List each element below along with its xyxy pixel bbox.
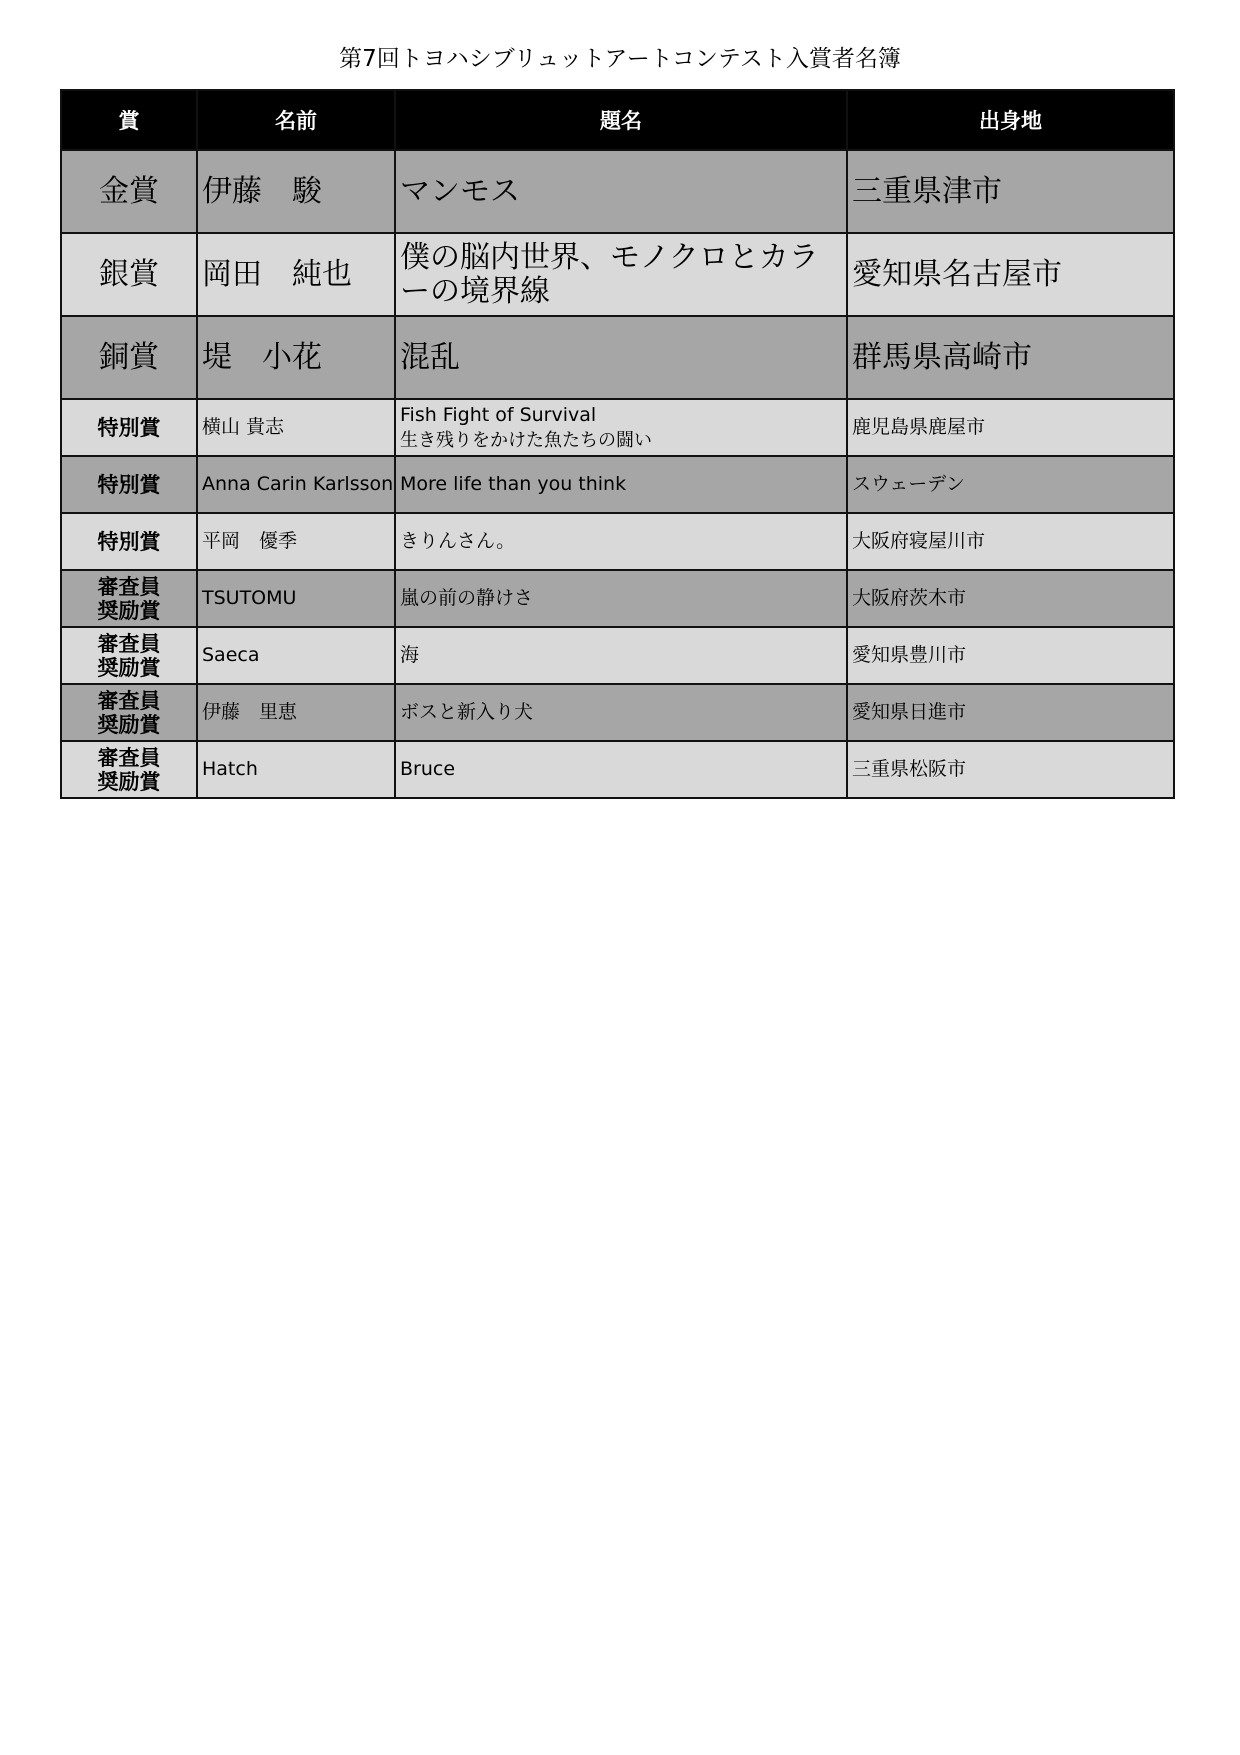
hometown-cell: 愛知県豊川市 [847, 627, 1174, 684]
title-cell: ボスと新入り犬 [395, 684, 847, 741]
table-row [61, 627, 1174, 684]
award-cell: 銅賞 [61, 316, 197, 399]
name-cell: TSUTOMU [197, 570, 395, 627]
name-cell: 伊藤 里恵 [197, 684, 395, 741]
title-cell: 嵐の前の静けさ [395, 570, 847, 627]
column-header-name: 名前 [197, 90, 395, 150]
name-cell: 平岡 優季 [197, 513, 395, 570]
award-line-2: 奨励賞 [97, 598, 161, 623]
table-row [61, 684, 1174, 741]
title-cell [395, 399, 847, 456]
table-row [61, 316, 1174, 399]
award-cell: 特別賞 [61, 513, 197, 570]
hometown-cell: スウェーデン [847, 456, 1174, 513]
name-cell: Anna Carin Karlsson [197, 456, 395, 513]
column-header-award: 賞 [61, 90, 197, 150]
table-header-row [61, 90, 1174, 150]
column-header-hometown: 出身地 [847, 90, 1174, 150]
title-text: Fish Fight of Survival [400, 403, 597, 426]
document-title: 第7回トヨハシブリュットアートコンテスト入賞者名簿 [339, 46, 901, 72]
hometown-cell: 群馬県高崎市 [847, 316, 1174, 399]
award-cell: 特別賞 [61, 456, 197, 513]
award-cell [61, 627, 197, 684]
hometown-cell: 大阪府寝屋川市 [847, 513, 1174, 570]
title-cell: 混乱 [395, 316, 847, 399]
award-cell [61, 741, 197, 798]
hometown-cell: 鹿児島県鹿屋市 [847, 399, 1174, 456]
table-row [61, 150, 1174, 233]
title-cell: More life than you think [395, 456, 847, 513]
column-header-title: 題名 [395, 90, 847, 150]
award-line-1: 審査員 [97, 574, 161, 599]
title-cell: きりんさん。 [395, 513, 847, 570]
table-row [61, 233, 1174, 316]
name-cell: Saeca [197, 627, 395, 684]
hometown-cell: 三重県松阪市 [847, 741, 1174, 798]
winners-table [60, 89, 1175, 799]
hometown-cell: 愛知県日進市 [847, 684, 1174, 741]
award-line-1: 審査員 [97, 631, 161, 656]
award-cell [61, 570, 197, 627]
award-line-1: 審査員 [97, 745, 161, 770]
name-cell: 横山 貴志 [197, 399, 395, 456]
table-row [61, 570, 1174, 627]
hometown-cell: 大阪府茨木市 [847, 570, 1174, 627]
award-line-2: 奨励賞 [97, 712, 161, 737]
award-line-2: 奨励賞 [97, 655, 161, 680]
title-cell: 僕の脳内世界、モノクロとカラーの境界線 [395, 233, 847, 316]
title-cell: Bruce [395, 741, 847, 798]
table-row [61, 513, 1174, 570]
award-line-1: 審査員 [97, 688, 161, 713]
award-cell [61, 684, 197, 741]
name-cell: 堤 小花 [197, 316, 395, 399]
title-cell: 海 [395, 627, 847, 684]
table-row [61, 399, 1174, 456]
table-row [61, 456, 1174, 513]
award-cell: 金賞 [61, 150, 197, 233]
title-cell: マンモス [395, 150, 847, 233]
name-cell: 岡田 純也 [197, 233, 395, 316]
title-subtext: 生き残りをかけた魚たちの闘い [400, 429, 652, 451]
award-line-2: 奨励賞 [97, 769, 161, 794]
hometown-cell: 三重県津市 [847, 150, 1174, 233]
name-cell: 伊藤 駿 [197, 150, 395, 233]
name-cell: Hatch [197, 741, 395, 798]
table-row [61, 741, 1174, 798]
award-cell: 特別賞 [61, 399, 197, 456]
hometown-cell: 愛知県名古屋市 [847, 233, 1174, 316]
award-cell: 銀賞 [61, 233, 197, 316]
